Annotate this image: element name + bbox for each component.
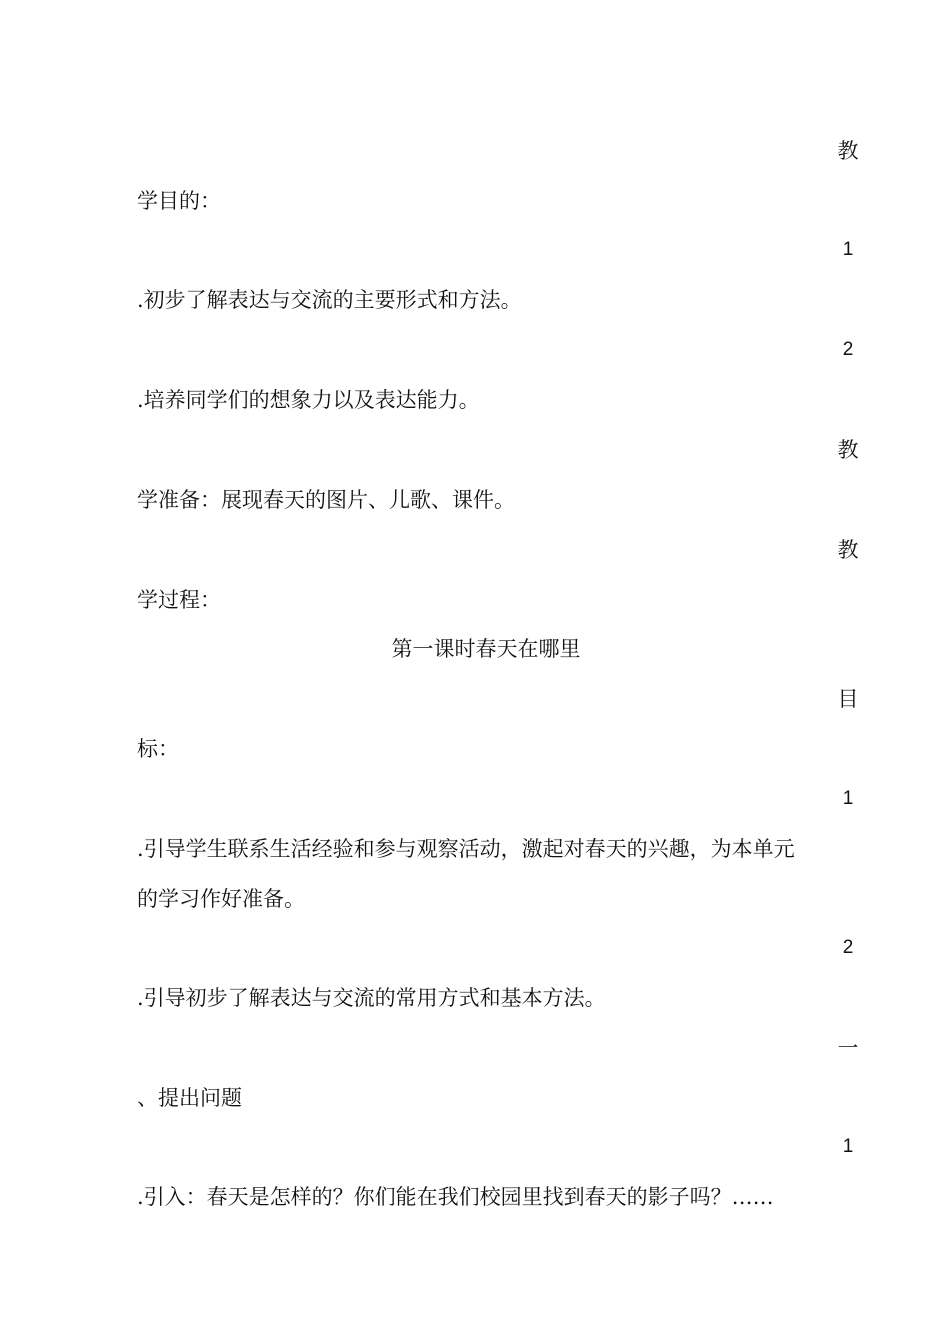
section-heading-preparation: 学准备：展现春天的图片、儿歌、课件。	[137, 488, 515, 512]
lesson-title: 第一课时春天在哪里	[391, 637, 581, 661]
marker-char: 一	[837, 1036, 859, 1060]
step-item: .引入：春天是怎样的？你们能在我们校园里找到春天的影子吗？……	[137, 1185, 774, 1209]
section-heading-objectives: 学目的：	[137, 189, 221, 213]
item-number: 1	[842, 788, 854, 809]
item-number: 1	[842, 239, 854, 260]
objective-item: .培养同学们的想象力以及表达能力。	[137, 388, 480, 412]
marker-char: 教	[837, 538, 859, 562]
goal-item: .引导学生联系生活经验和参与观察活动，激起对春天的兴趣，为本单元	[137, 837, 795, 861]
marker-char: 教	[837, 139, 859, 163]
item-number: 2	[842, 937, 854, 958]
objective-item: .初步了解表达与交流的主要形式和方法。	[137, 288, 522, 312]
marker-char: 目	[837, 687, 859, 711]
step-heading: 、提出问题	[137, 1086, 242, 1110]
item-number: 1	[842, 1136, 854, 1157]
item-number: 2	[842, 339, 854, 360]
section-heading-process: 学过程：	[137, 588, 221, 612]
goal-item-continuation: 的学习作好准备。	[137, 887, 305, 911]
section-heading-goals: 标：	[137, 737, 179, 761]
marker-char: 教	[837, 438, 859, 462]
goal-item: .引导初步了解表达与交流的常用方式和基本方法。	[137, 986, 606, 1010]
